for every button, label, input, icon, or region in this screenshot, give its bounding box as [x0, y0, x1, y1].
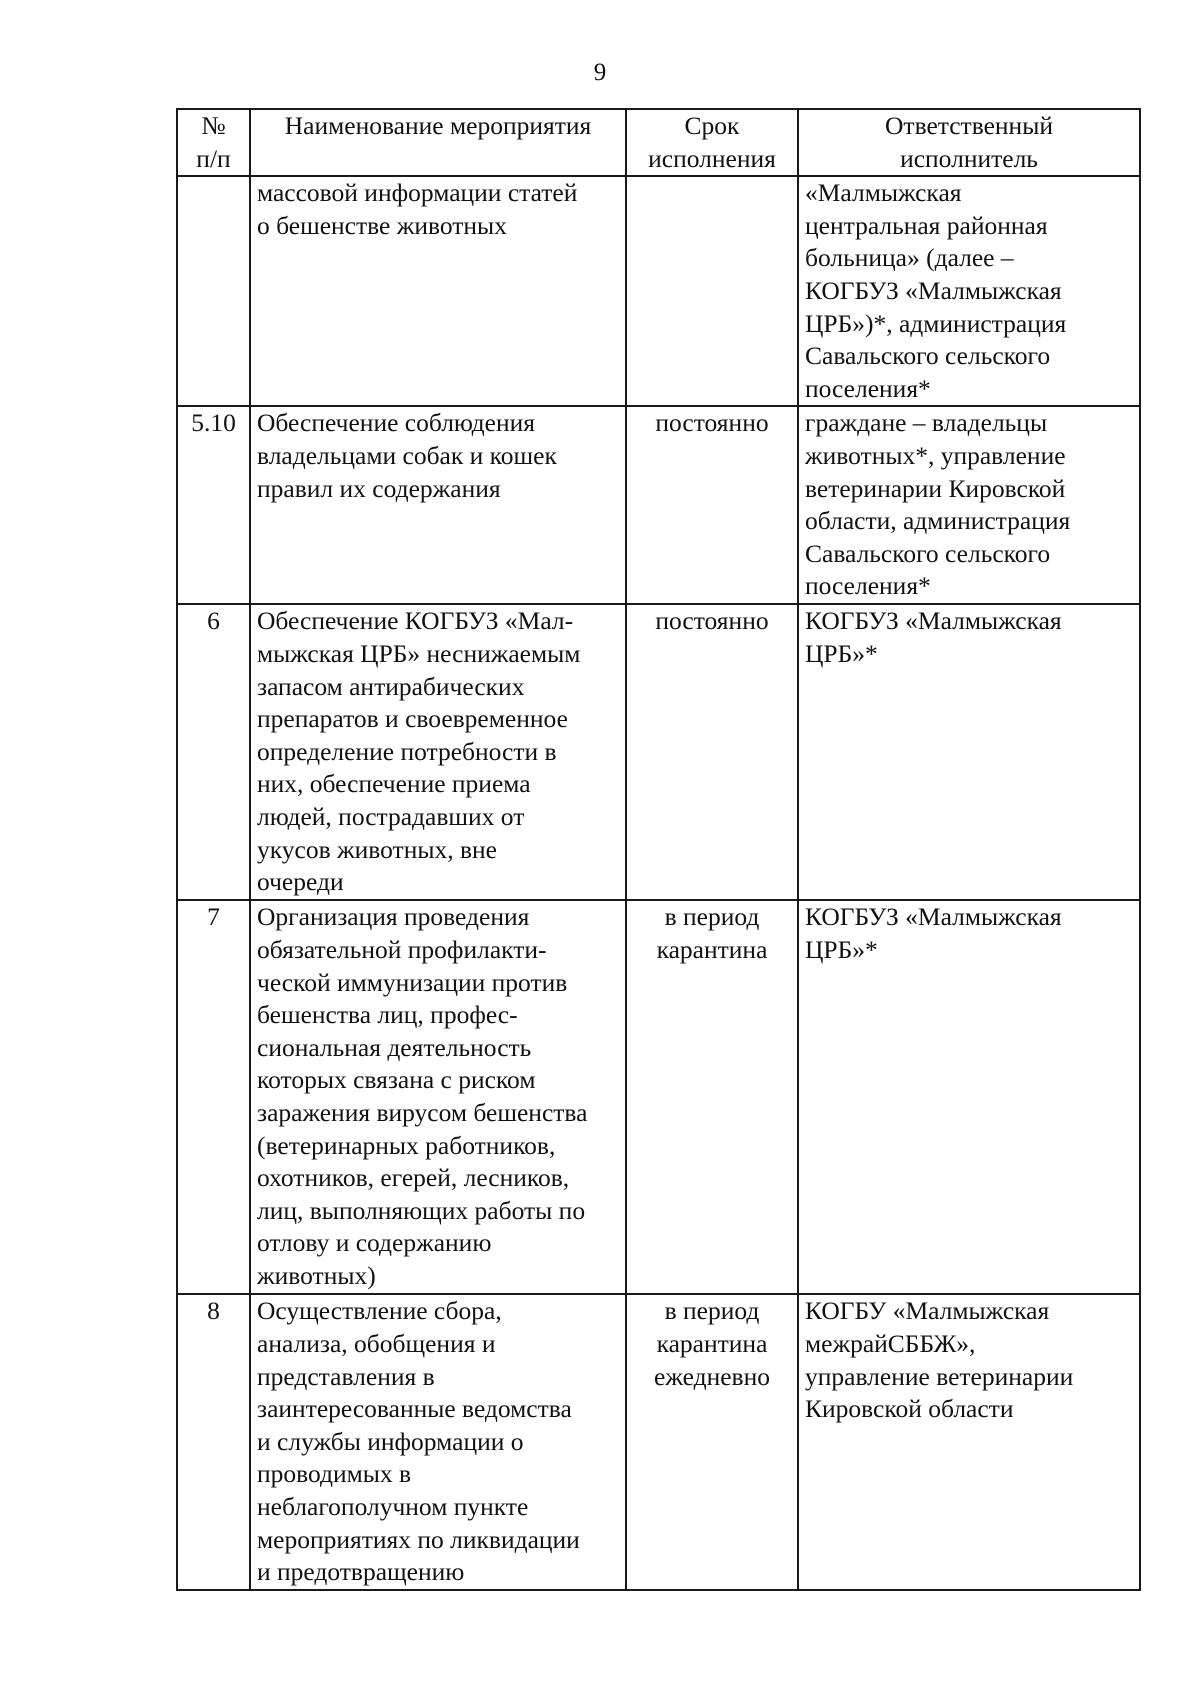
cell-line: больница» (далее –: [805, 243, 1014, 273]
cell-line: Осуществление сбора,: [257, 1296, 502, 1326]
cell-line: них, обеспечение приема: [257, 769, 531, 799]
cell-number: 7: [177, 900, 250, 1294]
cell-name: [250, 1294, 626, 1590]
cell-responsible: [798, 176, 1140, 406]
cell-line: Организация проведения: [257, 902, 530, 932]
cell-line: ветеринарии Кировской: [805, 473, 1066, 503]
cell-line: определение потребности в: [257, 736, 557, 766]
cell-line: поселения*: [805, 571, 931, 601]
cell-line: (ветеринарных работников,: [257, 1130, 556, 1160]
cell-line: области, администрация: [805, 506, 1071, 536]
cell-name: [250, 900, 626, 1294]
header-line: Ответственный: [885, 111, 1053, 140]
table-row: [177, 900, 1140, 1294]
cell-line: КОГБУ «Малмыжская: [805, 1296, 1050, 1326]
header-line: исполнитель: [900, 143, 1038, 173]
cell-line: карантина: [656, 1328, 768, 1358]
cell-line: мыжская ЦРБ» неснижаемым: [257, 638, 581, 668]
cell-term: [626, 1294, 798, 1590]
cell-name: [250, 406, 626, 604]
cell-line: обязательной профилакти-: [257, 934, 547, 964]
cell-line: мероприятиях по ликвидации: [257, 1524, 580, 1554]
cell-term: [626, 176, 798, 406]
cell-line: заражения вирусом бешенства: [257, 1097, 588, 1127]
cell-line: проводимых в: [257, 1459, 412, 1489]
table-row: [177, 406, 1140, 604]
cell-line: КОГБУЗ «Малмыжская: [805, 606, 1062, 636]
cell-line: граждане – владельцы: [805, 408, 1048, 438]
cell-line: очереди: [257, 867, 344, 897]
header-name: [250, 109, 626, 176]
cell-line: Обеспечение соблюдения: [257, 408, 535, 438]
header-line: п/п: [196, 143, 231, 173]
cell-line: ежедневно: [654, 1361, 770, 1391]
cell-line: животных): [257, 1260, 376, 1290]
cell-line: постоянно: [655, 408, 769, 438]
cell-responsible: [798, 900, 1140, 1294]
cell-line: центральная районная: [805, 210, 1048, 240]
cell-line: отлову и содержанию: [257, 1228, 492, 1258]
header-responsible: [798, 109, 1140, 176]
cell-number: 5.10: [177, 406, 250, 604]
cell-line: Савальского сельского: [805, 341, 1051, 371]
cell-line: в период: [664, 902, 760, 932]
cell-line: сиональная деятельность: [257, 1032, 532, 1062]
cell-line: и службы информации о: [257, 1426, 524, 1456]
cell-responsible: [798, 604, 1140, 900]
cell-line: представления в: [257, 1361, 435, 1391]
header-number: [177, 109, 250, 176]
header-line: Срок: [684, 111, 740, 140]
cell-line: «Малмыжская: [805, 178, 962, 208]
table-header-row: [177, 109, 1140, 176]
cell-line: запасом антирабических: [257, 671, 525, 701]
cell-line: в период: [664, 1296, 760, 1326]
cell-line: бешенства лиц, профес-: [257, 1000, 518, 1030]
cell-line: ЦРБ»)*, администрация: [805, 308, 1067, 338]
cell-line: поселения*: [805, 373, 931, 403]
cell-line: охотников, егерей, лесников,: [257, 1163, 570, 1193]
cell-term: [626, 406, 798, 604]
cell-number: [177, 176, 250, 406]
table-body: [177, 176, 1140, 1590]
cell-line: межрайСББЖ»,: [805, 1328, 976, 1358]
cell-line: владельцами собак и кошек: [257, 440, 557, 470]
cell-term: [626, 900, 798, 1294]
cell-line: массовой информации статей: [257, 178, 578, 208]
cell-line: управление ветеринарии: [805, 1361, 1074, 1391]
table-row: [177, 1294, 1140, 1590]
cell-line: ЦРБ»*: [805, 638, 878, 668]
measures-table: [176, 108, 1141, 1591]
header-line: исполнения: [648, 143, 776, 173]
cell-line: постоянно: [655, 606, 769, 636]
cell-line: Кировской области: [805, 1394, 1014, 1424]
table-row: [177, 604, 1140, 900]
cell-line: препаратов и своевременное: [257, 704, 568, 734]
header-line: №: [201, 111, 226, 140]
cell-line: животных*, управление: [805, 440, 1066, 470]
cell-line: Савальского сельского: [805, 538, 1051, 568]
cell-name: [250, 604, 626, 900]
cell-number: 8: [177, 1294, 250, 1590]
cell-line: людей, пострадавших от: [257, 801, 525, 831]
cell-number: 6: [177, 604, 250, 900]
cell-line: КОГБУЗ «Малмыжская: [805, 275, 1062, 305]
cell-line: правил их содержания: [257, 473, 501, 503]
cell-line: укусов животных, вне: [257, 834, 497, 864]
cell-line: лиц, выполняющих работы по: [257, 1195, 586, 1225]
cell-line: КОГБУЗ «Малмыжская: [805, 902, 1062, 932]
header-line: Наименование мероприятия: [284, 111, 592, 140]
cell-line: заинтересованные ведомства: [257, 1394, 572, 1424]
cell-term: [626, 604, 798, 900]
cell-name: [250, 176, 626, 406]
table-row: [177, 176, 1140, 406]
cell-line: Обеспечение КОГБУЗ «Мал-: [257, 606, 574, 636]
cell-line: анализа, обобщения и: [257, 1328, 496, 1358]
header-term: [626, 109, 798, 176]
cell-line: неблагополучном пункте: [257, 1491, 529, 1521]
cell-line: карантина: [656, 934, 768, 964]
cell-responsible: [798, 1294, 1140, 1590]
cell-line: о бешенстве животных: [257, 210, 507, 240]
page-number: 9: [593, 59, 607, 86]
cell-line: ческой иммунизации против: [257, 967, 568, 997]
cell-line: ЦРБ»*: [805, 934, 878, 964]
cell-line: которых связана с риском: [257, 1065, 536, 1095]
cell-responsible: [798, 406, 1140, 604]
cell-line: и предотвращению: [257, 1557, 465, 1587]
